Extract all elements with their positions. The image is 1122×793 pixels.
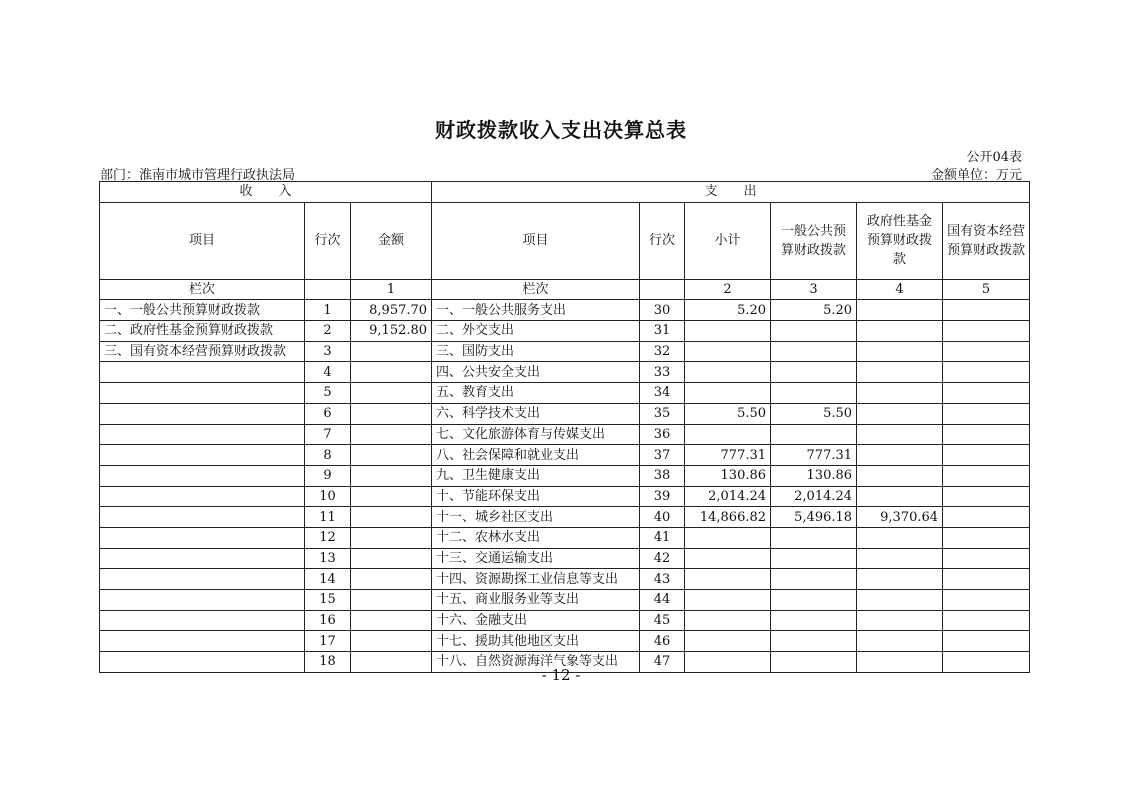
gov-fund-cell: [857, 383, 943, 404]
expense-line-no-cell: 32: [640, 341, 685, 362]
col-header-income-amount: 金额: [351, 202, 432, 279]
table-row: [100, 383, 1030, 404]
income-line-no-cell: 1: [305, 300, 351, 321]
expense-item-cell: 四、公共安全支出: [432, 362, 640, 383]
income-line-no-cell: 5: [305, 383, 351, 404]
budget-summary-table: [99, 181, 1030, 673]
table-row: [100, 527, 1030, 548]
gov-fund-cell: [857, 610, 943, 631]
general-budget-cell: 130.86: [771, 465, 857, 486]
income-amount-cell: 9,152.80: [351, 321, 432, 342]
income-line-no-cell: 10: [305, 486, 351, 507]
expense-item-cell: 九、卫生健康支出: [432, 465, 640, 486]
state-capital-cell: [943, 507, 1030, 528]
subtotal-cell: [685, 321, 771, 342]
column-header-row: [100, 202, 1030, 279]
state-capital-cell: [943, 610, 1030, 631]
income-item-cell: [100, 610, 305, 631]
income-item-cell: [100, 590, 305, 611]
income-line-no-cell: 11: [305, 507, 351, 528]
income-item-cell: 二、政府性基金预算财政拨款: [100, 321, 305, 342]
income-item-cell: [100, 383, 305, 404]
general-budget-cell: [771, 383, 857, 404]
expense-item-cell: 八、社会保障和就业支出: [432, 445, 640, 466]
income-amount-cell: [351, 424, 432, 445]
expense-line-no-cell: 45: [640, 610, 685, 631]
general-budget-cell: [771, 590, 857, 611]
general-budget-cell: 2,014.24: [771, 486, 857, 507]
income-line-no-cell: 8: [305, 445, 351, 466]
expense-line-no-cell: 42: [640, 548, 685, 569]
col-no-2: 2: [685, 279, 771, 300]
state-capital-cell: [943, 590, 1030, 611]
table-row: [100, 465, 1030, 486]
expense-item-cell: 十一、城乡社区支出: [432, 507, 640, 528]
state-capital-cell: [943, 362, 1030, 383]
income-amount-cell: [351, 445, 432, 466]
gov-fund-cell: [857, 362, 943, 383]
expense-line-no-cell: 40: [640, 507, 685, 528]
page-number: - 12 -: [541, 666, 581, 684]
income-line-no-cell: 7: [305, 424, 351, 445]
gov-fund-cell: [857, 465, 943, 486]
subtotal-cell: [685, 341, 771, 362]
income-line-no-cell: 3: [305, 341, 351, 362]
subtotal-cell: 5.20: [685, 300, 771, 321]
state-capital-cell: [943, 403, 1030, 424]
income-amount-cell: [351, 341, 432, 362]
subtotal-cell: [685, 610, 771, 631]
general-budget-cell: 5.50: [771, 403, 857, 424]
expense-line-no-cell: 44: [640, 590, 685, 611]
income-item-cell: [100, 486, 305, 507]
subtotal-cell: [685, 631, 771, 652]
income-item-cell: 一、一般公共预算财政拨款: [100, 300, 305, 321]
income-amount-cell: [351, 548, 432, 569]
income-amount-cell: [351, 631, 432, 652]
expense-line-no-cell: 31: [640, 321, 685, 342]
table-row: [100, 590, 1030, 611]
expense-item-cell: 三、国防支出: [432, 341, 640, 362]
col-header-state-capital: 国有资本经营预算财政拨款: [943, 202, 1030, 279]
income-item-cell: [100, 527, 305, 548]
table-row: [100, 321, 1030, 342]
income-item-cell: [100, 403, 305, 424]
subtotal-cell: [685, 590, 771, 611]
expense-line-no-cell: 38: [640, 465, 685, 486]
state-capital-cell: [943, 300, 1030, 321]
column-number-row: [100, 279, 1030, 300]
col-no-1: 1: [351, 279, 432, 300]
general-budget-cell: [771, 548, 857, 569]
income-amount-cell: [351, 507, 432, 528]
income-item-cell: 三、国有资本经营预算财政拨款: [100, 341, 305, 362]
state-capital-cell: [943, 383, 1030, 404]
gov-fund-cell: [857, 300, 943, 321]
income-amount-cell: [351, 569, 432, 590]
income-line-no-cell: 12: [305, 527, 351, 548]
income-line-no-cell: 9: [305, 465, 351, 486]
table-row: [100, 403, 1030, 424]
subtotal-cell: [685, 569, 771, 590]
table-row: [100, 362, 1030, 383]
expense-item-cell: 七、文化旅游体育与传媒支出: [432, 424, 640, 445]
expense-item-cell: 十二、农林水支出: [432, 527, 640, 548]
subtotal-cell: [685, 362, 771, 383]
state-capital-cell: [943, 631, 1030, 652]
expense-item-cell: 十六、金融支出: [432, 610, 640, 631]
col-header-expense-line-no: 行次: [640, 202, 685, 279]
table-row: [100, 445, 1030, 466]
general-budget-cell: [771, 610, 857, 631]
income-item-cell: [100, 362, 305, 383]
expense-item-cell: 一、一般公共服务支出: [432, 300, 640, 321]
expense-line-no-cell: 37: [640, 445, 685, 466]
section-header-row: [100, 182, 1030, 203]
income-line-no-cell: 4: [305, 362, 351, 383]
gov-fund-cell: [857, 321, 943, 342]
expense-item-cell: 十三、交通运输支出: [432, 548, 640, 569]
gov-fund-cell: [857, 527, 943, 548]
expense-item-cell: 十五、商业服务业等支出: [432, 590, 640, 611]
income-item-cell: [100, 445, 305, 466]
income-line-no-cell: 15: [305, 590, 351, 611]
income-line-no-cell: 16: [305, 610, 351, 631]
general-budget-cell: 5,496.18: [771, 507, 857, 528]
income-item-cell: [100, 507, 305, 528]
expense-line-no-cell: 33: [640, 362, 685, 383]
col-no-blank: [640, 279, 685, 300]
col-header-expense-item: 项目: [432, 202, 640, 279]
general-budget-cell: [771, 341, 857, 362]
subtotal-cell: [685, 424, 771, 445]
gov-fund-cell: [857, 548, 943, 569]
state-capital-cell: [943, 548, 1030, 569]
col-no-expense-label: 栏次: [432, 279, 640, 300]
state-capital-cell: [943, 341, 1030, 362]
expense-line-no-cell: 39: [640, 486, 685, 507]
general-budget-cell: [771, 424, 857, 445]
income-line-no-cell: 17: [305, 631, 351, 652]
gov-fund-cell: 9,370.64: [857, 507, 943, 528]
col-no-income-label: 栏次: [100, 279, 305, 300]
state-capital-cell: [943, 321, 1030, 342]
subtotal-cell: 2,014.24: [685, 486, 771, 507]
income-item-cell: [100, 569, 305, 590]
expense-line-no-cell: 47: [640, 652, 685, 673]
income-item-cell: [100, 631, 305, 652]
general-budget-cell: 5.20: [771, 300, 857, 321]
subtotal-cell: 14,866.82: [685, 507, 771, 528]
expense-item-cell: 六、科学技术支出: [432, 403, 640, 424]
income-amount-cell: 8,957.70: [351, 300, 432, 321]
gov-fund-cell: [857, 631, 943, 652]
income-line-no-cell: 14: [305, 569, 351, 590]
col-no-blank: [305, 279, 351, 300]
income-amount-cell: [351, 383, 432, 404]
expense-item-cell: 十七、援助其他地区支出: [432, 631, 640, 652]
gov-fund-cell: [857, 445, 943, 466]
amount-unit-label: 金额单位：万元: [930, 168, 1022, 183]
expense-line-no-cell: 46: [640, 631, 685, 652]
col-header-gov-fund: 政府性基金预算财政拨款: [857, 202, 943, 279]
page-title: 财政拨款收入支出决算总表: [435, 118, 687, 142]
income-amount-cell: [351, 465, 432, 486]
col-header-subtotal: 小计: [685, 202, 771, 279]
col-header-income-item: 项目: [100, 202, 305, 279]
gov-fund-cell: [857, 590, 943, 611]
expense-item-cell: 五、教育支出: [432, 383, 640, 404]
state-capital-cell: [943, 465, 1030, 486]
gov-fund-cell: [857, 341, 943, 362]
table-row: [100, 486, 1030, 507]
expense-section-header: 支 出: [432, 182, 1030, 203]
table-row: [100, 548, 1030, 569]
expense-item-cell: 十八、自然资源海洋气象等支出: [432, 652, 640, 673]
income-line-no-cell: 2: [305, 321, 351, 342]
table-row: [100, 300, 1030, 321]
general-budget-cell: 777.31: [771, 445, 857, 466]
general-budget-cell: [771, 362, 857, 383]
income-amount-cell: [351, 590, 432, 611]
table-row: [100, 424, 1030, 445]
subtotal-cell: [685, 383, 771, 404]
expense-item-cell: 十、节能环保支出: [432, 486, 640, 507]
income-item-cell: [100, 465, 305, 486]
income-amount-cell: [351, 403, 432, 424]
income-line-no-cell: 13: [305, 548, 351, 569]
general-budget-cell: [771, 569, 857, 590]
table-row: [100, 341, 1030, 362]
income-amount-cell: [351, 486, 432, 507]
col-header-income-line-no: 行次: [305, 202, 351, 279]
subtotal-cell: 5.50: [685, 403, 771, 424]
expense-item-cell: 十四、资源勘探工业信息等支出: [432, 569, 640, 590]
expense-line-no-cell: 41: [640, 527, 685, 548]
income-section-header: 收 入: [100, 182, 432, 203]
table-row: [100, 610, 1030, 631]
subtotal-cell: [685, 527, 771, 548]
expense-line-no-cell: 36: [640, 424, 685, 445]
form-number: 公开04表: [966, 150, 1022, 165]
expense-line-no-cell: 43: [640, 569, 685, 590]
col-no-5: 5: [943, 279, 1030, 300]
income-amount-cell: [351, 527, 432, 548]
general-budget-cell: [771, 527, 857, 548]
state-capital-cell: [943, 486, 1030, 507]
gov-fund-cell: [857, 403, 943, 424]
gov-fund-cell: [857, 424, 943, 445]
subtotal-cell: 130.86: [685, 465, 771, 486]
state-capital-cell: [943, 569, 1030, 590]
income-amount-cell: [351, 362, 432, 383]
state-capital-cell: [943, 424, 1030, 445]
subtotal-cell: [685, 548, 771, 569]
department-label: 部门：淮南市城市管理行政执法局: [100, 168, 296, 183]
state-capital-cell: [943, 445, 1030, 466]
expense-line-no-cell: 35: [640, 403, 685, 424]
table-row: [100, 631, 1030, 652]
col-no-4: 4: [857, 279, 943, 300]
income-amount-cell: [351, 610, 432, 631]
expense-line-no-cell: 30: [640, 300, 685, 321]
table-row: [100, 507, 1030, 528]
state-capital-cell: [943, 527, 1030, 548]
general-budget-cell: [771, 321, 857, 342]
income-item-cell: [100, 548, 305, 569]
expense-line-no-cell: 34: [640, 383, 685, 404]
subtotal-cell: 777.31: [685, 445, 771, 466]
income-line-no-cell: 18: [305, 652, 351, 673]
general-budget-cell: [771, 631, 857, 652]
col-header-general-budget: 一般公共预算财政拨款: [771, 202, 857, 279]
expense-item-cell: 二、外交支出: [432, 321, 640, 342]
gov-fund-cell: [857, 486, 943, 507]
table-row: [100, 569, 1030, 590]
gov-fund-cell: [857, 569, 943, 590]
col-no-3: 3: [771, 279, 857, 300]
income-item-cell: [100, 424, 305, 445]
income-line-no-cell: 6: [305, 403, 351, 424]
